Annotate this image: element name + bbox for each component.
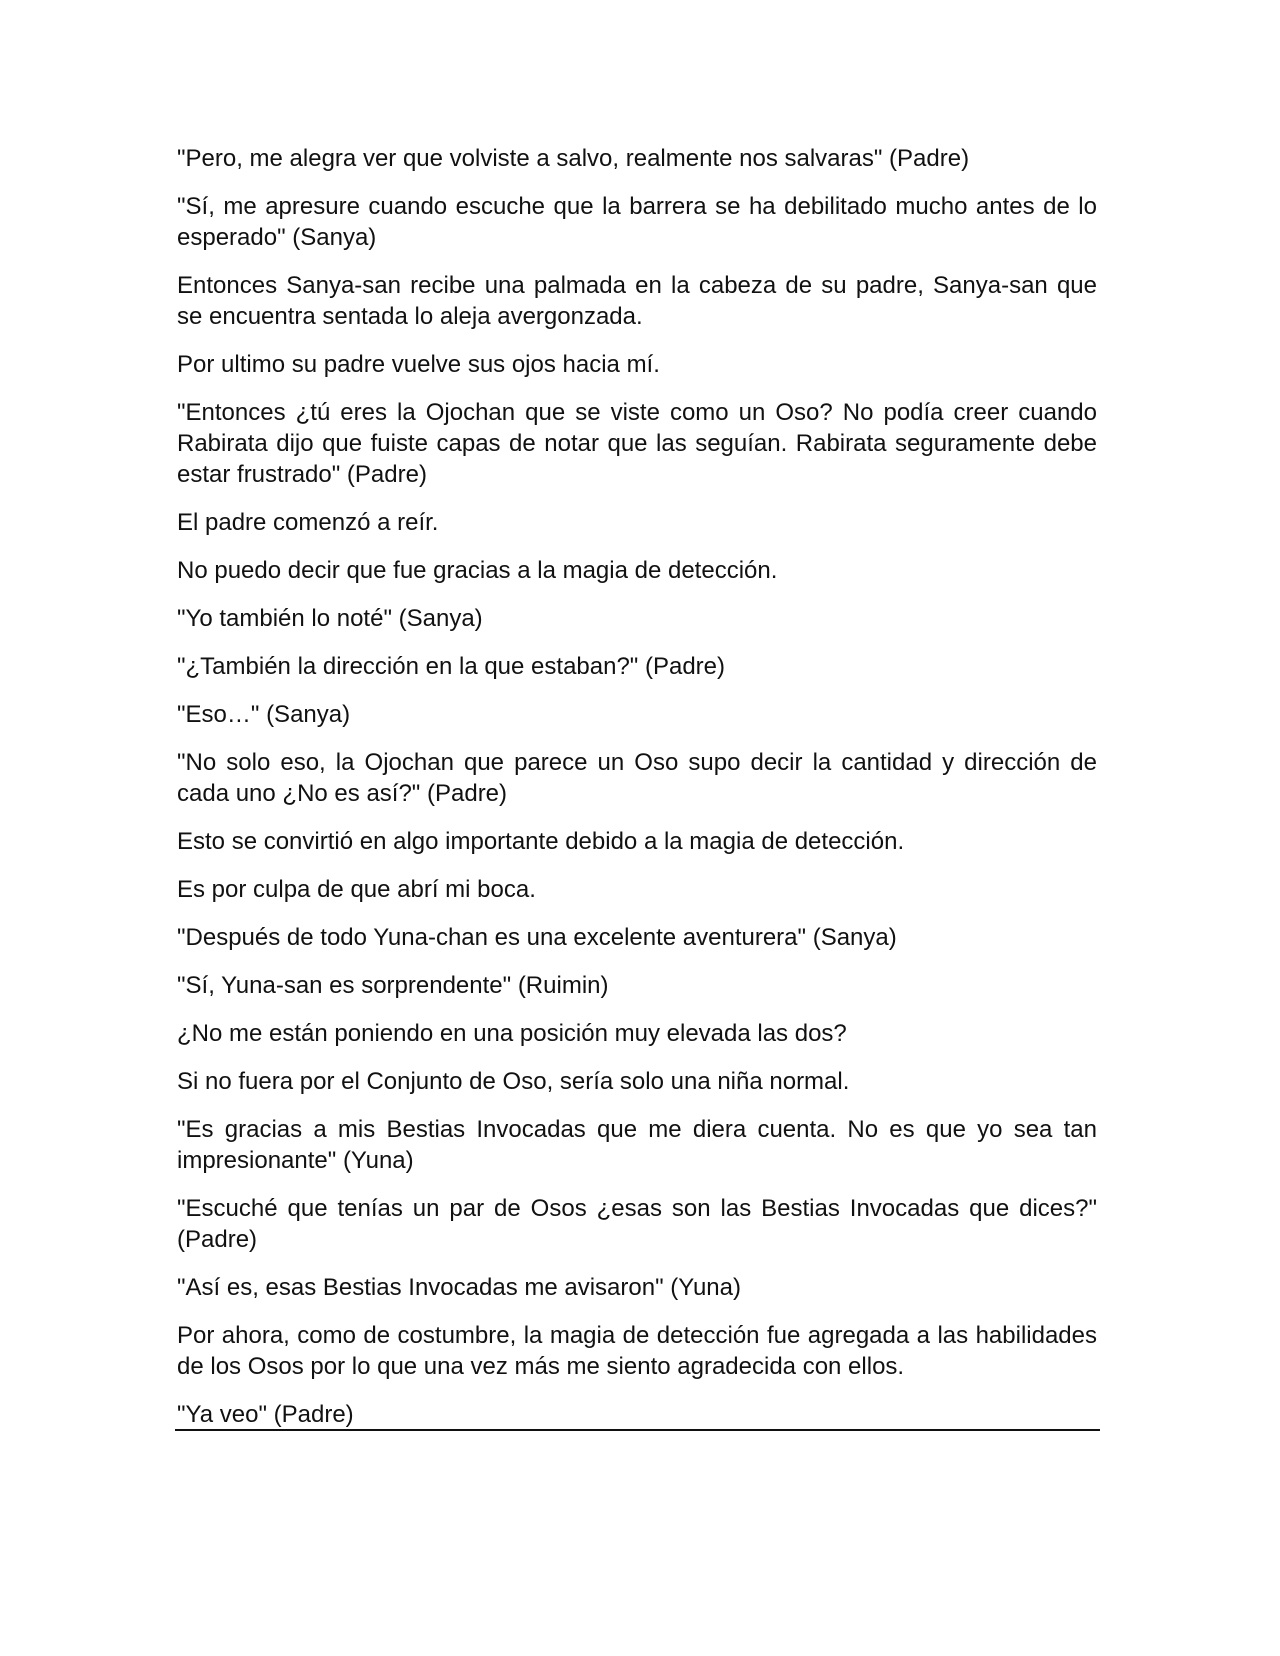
paragraph: "Entonces ¿tú eres la Ojochan que se viste como un Oso? No podía creer cuando Rabirata dijo que fuiste capas de notar que las seguían. Rabirata seguramente debe estar frustrado" (Padre): [177, 399, 1097, 488]
paragraph: Si no fuera por el Conjunto de Oso, sería solo una niña normal.: [177, 1068, 850, 1095]
paragraph: "Pero, me alegra ver que volviste a salvo, realmente nos salvaras" (Padre): [177, 145, 970, 172]
paragraph: "Escuché que tenías un par de Osos ¿esas son las Bestias Invocadas que dices?" (Padre): [177, 1195, 1097, 1253]
paragraph: Entonces Sanya-san recibe una palmada en la cabeza de su padre, Sanya-san que se encuentra sentada lo aleja avergonzada.: [177, 272, 1097, 330]
paragraph: "No solo eso, la Ojochan que parece un Oso supo decir la cantidad y dirección de cada uno ¿No es así?" (Padre): [177, 749, 1097, 807]
paragraph: Por ahora, como de costumbre, la magia de detección fue agregada a las habilidades de los Osos por lo que una vez más me siento agradecida con ellos.: [177, 1322, 1097, 1380]
paragraph: "Así es, esas Bestias Invocadas me avisaron" (Yuna): [177, 1274, 741, 1301]
paragraph: "Sí, me apresure cuando escuche que la barrera se ha debilitado mucho antes de lo esperado" (Sanya): [177, 193, 1097, 251]
paragraph: "¿También la dirección en la que estaban?" (Padre): [177, 653, 726, 680]
paragraph: "Sí, Yuna-san es sorprendente" (Ruimin): [177, 972, 609, 999]
paragraph: "Ya veo" (Padre): [177, 1401, 354, 1428]
body-text: [177, 143, 1097, 1430]
paragraph: No puedo decir que fue gracias a la magia de detección.: [177, 557, 778, 584]
paragraph: ¿No me están poniendo en una posición muy elevada las dos?: [177, 1020, 847, 1047]
paragraph: El padre comenzó a reír.: [177, 509, 439, 536]
bottom-divider: [175, 1429, 1100, 1431]
paragraph: "Eso…" (Sanya): [177, 701, 351, 728]
paragraph: Es por culpa de que abrí mi boca.: [177, 876, 536, 903]
paragraph: "Es gracias a mis Bestias Invocadas que me diera cuenta. No es que yo sea tan impresionante" (Yuna): [177, 1116, 1097, 1174]
paragraph: "Yo también lo noté" (Sanya): [177, 605, 483, 632]
paragraph: "Después de todo Yuna-chan es una excelente aventurera" (Sanya): [177, 924, 897, 951]
paragraph: Por ultimo su padre vuelve sus ojos hacia mí.: [177, 351, 660, 378]
paragraph: Esto se convirtió en algo importante debido a la magia de detección.: [177, 828, 905, 855]
